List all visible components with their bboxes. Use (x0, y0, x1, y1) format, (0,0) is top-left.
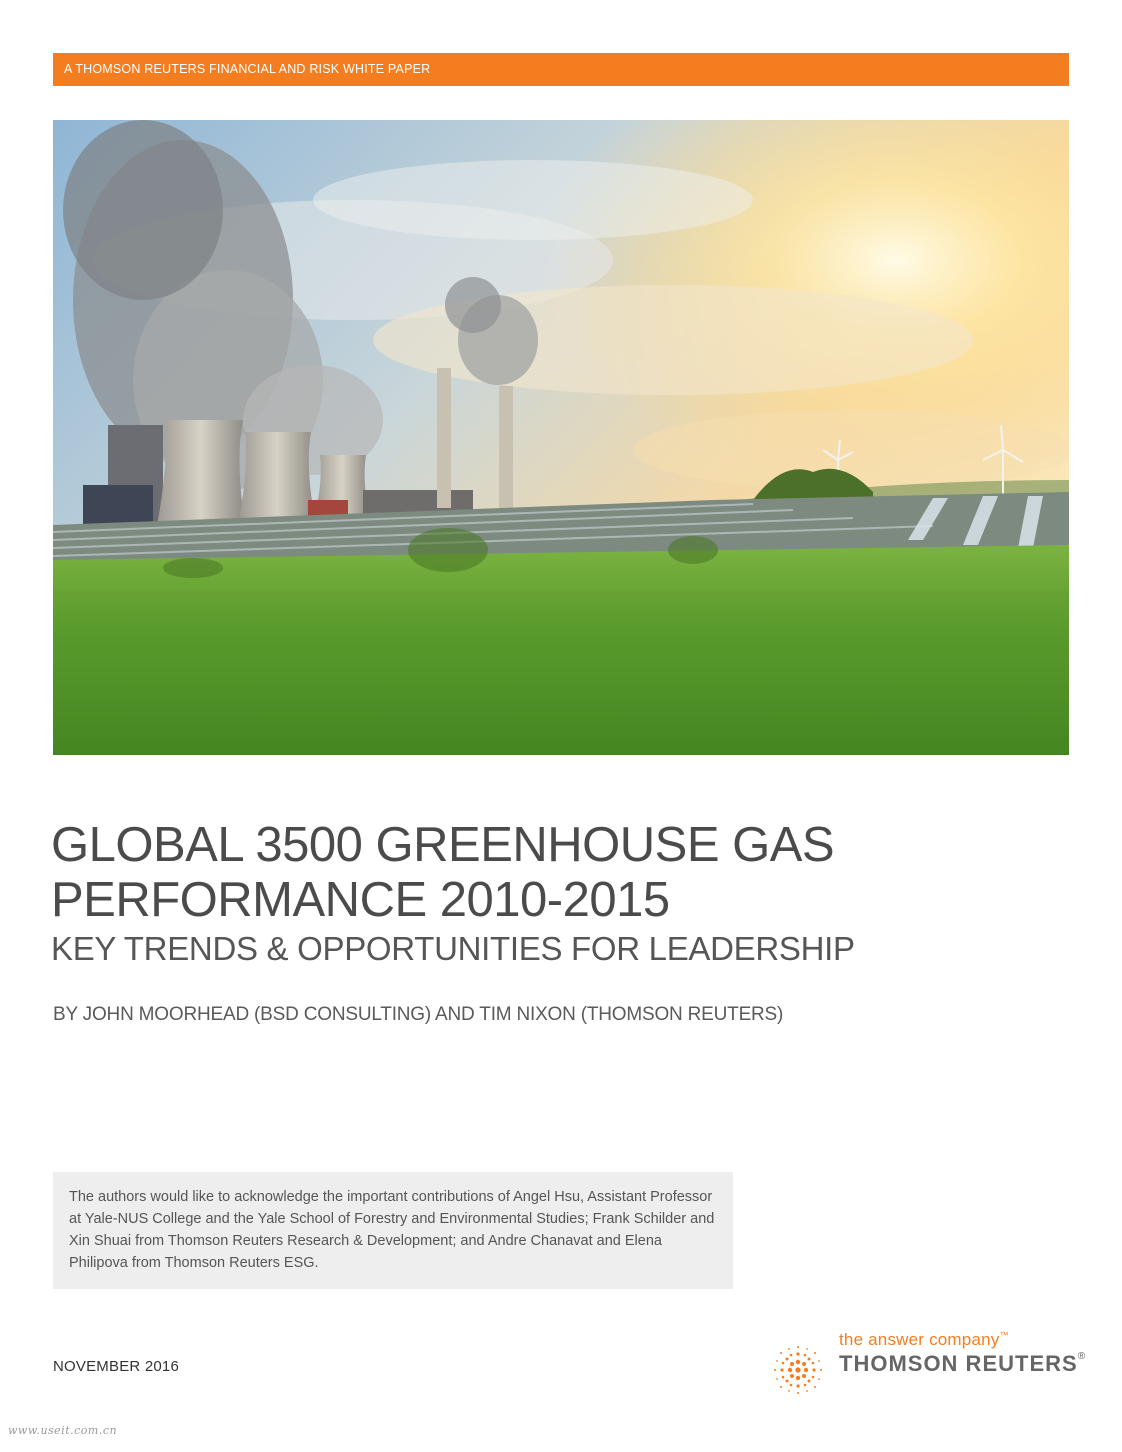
cover-photo (53, 120, 1069, 755)
watermark: www.useit.com.cn (8, 1424, 118, 1437)
banner-text: A THOMSON REUTERS FINANCIAL AND RISK WHITE PAPER (64, 62, 431, 76)
publication-date: NOVEMBER 2016 (53, 1358, 179, 1375)
report-subtitle: KEY TRENDS & OPPORTUNITIES FOR LEADERSHIP (51, 930, 855, 967)
logo-name-text: THOMSON REUTERS (839, 1351, 1078, 1376)
thomson-reuters-logo (772, 1330, 1092, 1394)
logo-tagline-text: the answer company (839, 1330, 1000, 1349)
author-byline: BY JOHN MOORHEAD (BSD CONSULTING) AND TIM NIXON (THOMSON REUTERS) (53, 1004, 784, 1025)
report-title-line-2: PERFORMANCE 2010-2015 (51, 873, 670, 927)
acknowledgement-text: The authors would like to acknowledge the important contributions of Angel Hsu, Assistant Professor at Yale-NUS College and the Yale School of Forestry and Environmental Studies; Frank Schilder and Xin Shuai from Thomson Reuters Research & Development; and Andre Chanavat and Elena Philipova from Thomson Reuters ESG. (69, 1189, 715, 1271)
logo-wordmark (839, 1351, 1086, 1377)
title-block (51, 818, 1051, 970)
top-banner (53, 53, 1069, 86)
trademark-mark: ™ (999, 1330, 1009, 1340)
report-title-line-1: GLOBAL 3500 GREENHOUSE GAS (51, 818, 835, 872)
dot-sphere-icon (772, 1344, 824, 1396)
registered-mark: ® (1077, 1351, 1087, 1362)
acknowledgement-box (53, 1172, 733, 1289)
logo-tagline (839, 1330, 1009, 1350)
